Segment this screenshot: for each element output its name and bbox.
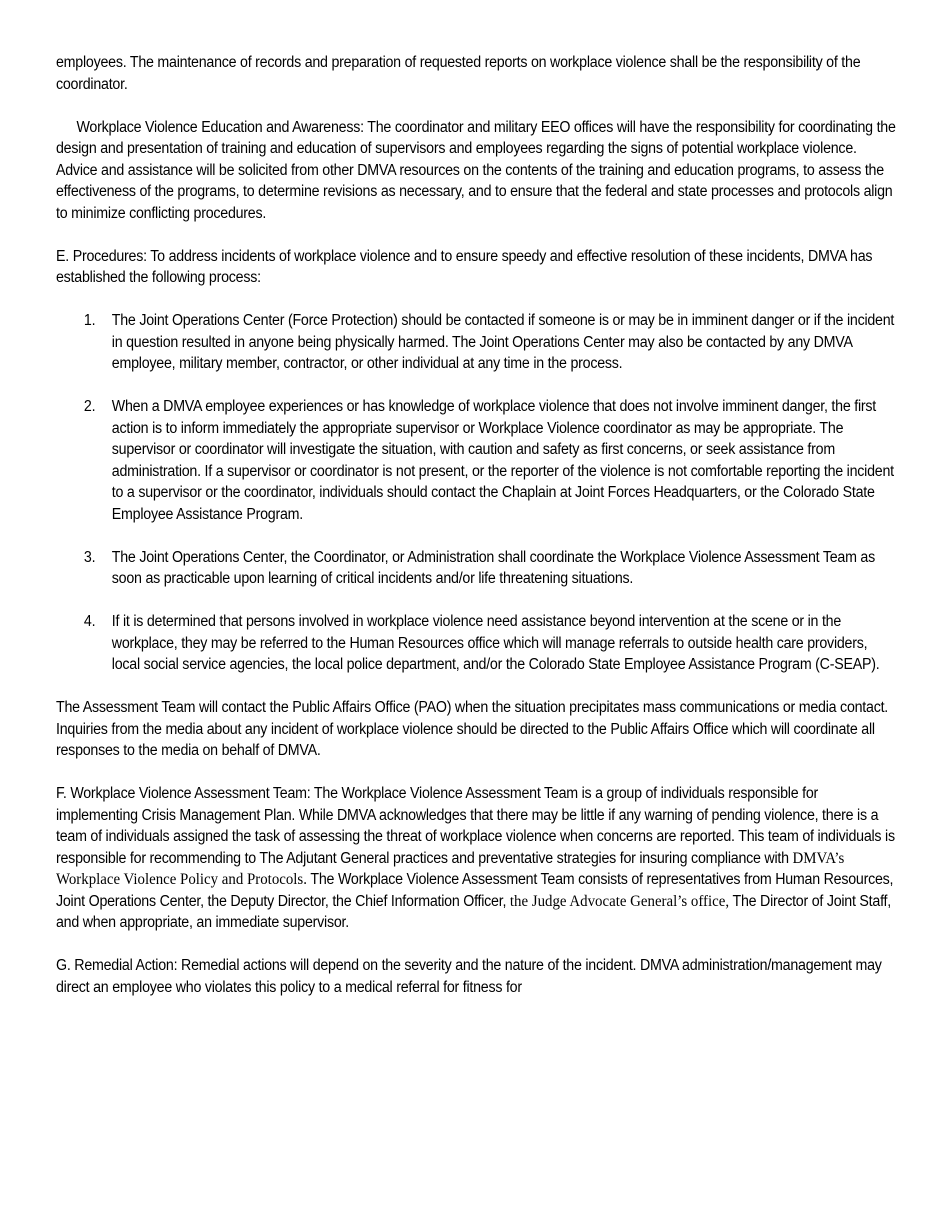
paragraph-remedial-action: G. Remedial Action: Remedial actions will depend on the severity and the nature of the incident. DMVA administration/management may direct an employee who violates this policy to a medical referral for fitness for [56,957,882,996]
procedure-step [56,611,896,676]
step-number: 2. [83,398,96,415]
assessment-team-policy-ref: DMVA’s Workplace Violence Policy and Protocols. [56,849,845,888]
paragraph-education-awareness: Workplace Violence Education and Awareness: The coordinator and military EEO offices will have the responsibility for coordinating the design and presentation of training and education of supervisors and employees regarding the signs of potential workplace violence. Advice and assistance will be solicited from other DMVA resources on the contents of the training and education programs, to assess the effectiveness of the programs, to determine revisions as necessary, and to ensure that the federal and state processes and protocols align to minimize conflicting procedures. [56,118,896,222]
procedure-steps-list [56,310,896,676]
assessment-team-jag-ref: the Judge Advocate General’s office, [509,892,730,910]
step-text: When a DMVA employee experiences or has knowledge of workplace violence that does not involve imminent danger, the first action is to inform immediately the appropriate supervisor or Workplace Violence coordinator as may be appropriate. The supervisor or coordinator will investigate the situation, with caution and safety as first concerns, or seek assistance from administration. If a supervisor or coordinator is not present, or the reporter of the violence is not comfortable reporting the incident to a supervisor or the coordinator, individuals should contact the Chaplain at Joint Forces Headquarters, or the Colorado State Employee Assistance Program. [111,398,894,523]
paragraph-procedures: E. Procedures: To address incidents of workplace violence and to ensure speedy and effective resolution of these incidents, DMVA has established the following process: [56,247,873,286]
assessment-team-text-3: The Director of Joint Staff, and when appropriate, an immediate supervisor. [56,892,891,931]
step-number: 1. [83,312,96,329]
step-text: The Joint Operations Center (Force Protection) should be contacted if someone is or may be in imminent danger or if the incident in question resulted in anyone being physically harmed. The Joint Operations Center may also be contacted by any DMVA employee, military member, contractor, or other individual at any time in the process. [111,312,895,372]
paragraph-public-affairs: The Assessment Team will contact the Public Affairs Office (PAO) when the situation precipitates mass communications or media contact. Inquiries from the media about any incident of workplace violence should be directed to the Public Affairs Office which will coordinate all responses to the media on behalf of DMVA. [56,699,889,759]
step-number: 3. [83,548,96,566]
paragraph-records: employees. The maintenance of records and preparation of requested reports on workplace violence shall be the responsibility of the coordinator. [56,54,861,93]
assessment-team-text-1: F. Workplace Violence Assessment Team: The Workplace Violence Assessment Team is a group of individuals responsible for implementing Crisis Management Plan. While DMVA acknowledges that there may be little if any warning of pending violence, there is a team of individuals assigned the task of assessing the threat of workplace violence when concerns are reported. This team of individuals is responsible for recommending to The Adjutant General practices and preventative strategies for insuring compliance with [56,785,895,867]
document-page [56,52,896,1020]
step-text: The Joint Operations Center, the Coordinator, or Administration shall coordinate the Workplace Violence Assessment Team as soon as practicable upon learning of critical incidents and/or life threatening situations. [111,548,875,587]
step-number: 4. [83,613,96,630]
step-text: If it is determined that persons involved in workplace violence need assistance beyond intervention at the scene or in the workplace, they may be referred to the Human Resources office which will manage referrals to outside health care providers, local social service agencies, the local police department, and/or the Colorado State Employee Assistance Program (C-SEAP). [111,613,880,673]
procedure-step [56,396,896,525]
assessment-team-text-2: The Workplace Violence Assessment Team consists of representatives from Human Resources, Joint Operations Center, the Deputy Director, the Chief Information Officer, [56,871,894,910]
paragraph-assessment-team [56,783,896,934]
procedure-step [56,547,896,590]
procedure-step [56,310,896,375]
